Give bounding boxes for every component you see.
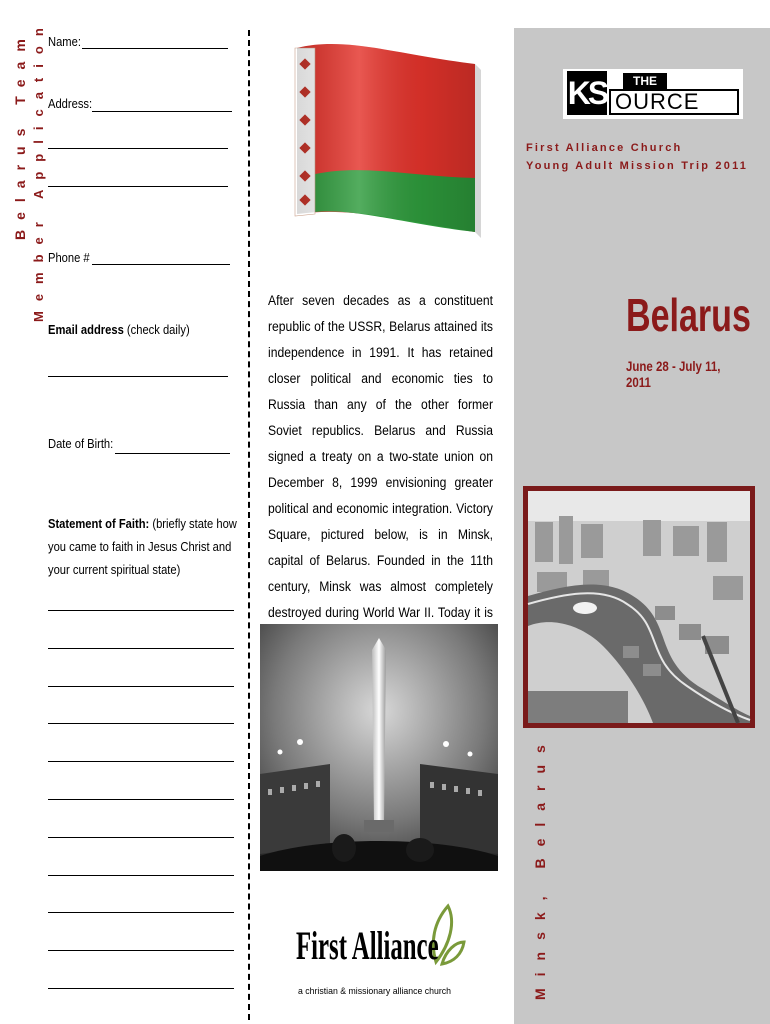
dob-field[interactable] bbox=[115, 453, 230, 454]
belarus-team-vertical-title: Belarus Team bbox=[12, 29, 28, 240]
faith-statement-line[interactable] bbox=[48, 648, 234, 649]
faith-statement-line[interactable] bbox=[48, 799, 234, 800]
member-application-vertical-title: Member Application bbox=[31, 18, 46, 322]
email-note: (check daily) bbox=[126, 322, 190, 337]
logo-the-text: THE bbox=[623, 73, 667, 89]
faith-statement-line[interactable] bbox=[48, 686, 234, 687]
faith-statement-line[interactable] bbox=[48, 723, 234, 724]
logo-ks-mark: KS bbox=[567, 71, 607, 115]
the-source-logo bbox=[563, 69, 743, 119]
fold-line-left bbox=[248, 30, 250, 1020]
belarus-history-paragraph: After seven decades as a constituent republic of the USSR, Belarus attained its independence in 1991. It has retained closer political and economic ties to Russia than any of the other former Soviet republics. Belarus and Russia signed a treaty on a two-state union on December 8, 1999 envisioning greater political and economic integration. Victory Square, pictured below, is in Minsk, capital of Belarus. Founded in the 11th century, Minsk was almost completely destroyed during World War II. Today it is bbox=[268, 293, 493, 620]
phone-field[interactable] bbox=[92, 264, 230, 265]
email-label bbox=[48, 322, 190, 337]
minsk-belarus-vertical-caption: Minsk, Belarus bbox=[532, 733, 548, 1000]
email-field[interactable] bbox=[48, 376, 228, 377]
address-field-line-2[interactable] bbox=[48, 148, 228, 149]
email-label-text: Email address bbox=[48, 322, 124, 337]
cover-title: Belarus bbox=[626, 289, 751, 341]
faith-statement-line[interactable] bbox=[48, 912, 234, 913]
phone-label: Phone # bbox=[48, 250, 90, 265]
faith-statement-line[interactable] bbox=[48, 610, 234, 611]
dob-label: Date of Birth: bbox=[48, 436, 114, 451]
victory-square-photo bbox=[260, 624, 498, 871]
trip-subtitle: Young Adult Mission Trip 2011 bbox=[526, 160, 749, 172]
belarus-flag-image bbox=[285, 36, 485, 256]
faith-label bbox=[48, 512, 237, 581]
address-label: Address: bbox=[48, 96, 93, 111]
first-alliance-logo bbox=[296, 902, 472, 1002]
name-field[interactable] bbox=[82, 48, 228, 49]
faith-statement-line[interactable] bbox=[48, 988, 234, 989]
name-label: Name: bbox=[48, 34, 81, 49]
church-name: First Alliance Church bbox=[526, 142, 683, 154]
faith-statement-line[interactable] bbox=[48, 875, 234, 876]
faith-statement-line[interactable] bbox=[48, 837, 234, 838]
trip-dates: June 28 - July 11, 2011 bbox=[626, 358, 721, 390]
first-alliance-wordmark: First Alliance bbox=[296, 923, 439, 968]
address-field-line-1[interactable] bbox=[92, 111, 232, 112]
minsk-aerial-photo bbox=[523, 486, 755, 728]
address-field-line-3[interactable] bbox=[48, 186, 228, 187]
first-alliance-tagline: a christian & missionary alliance church bbox=[298, 986, 452, 997]
faith-statement-line[interactable] bbox=[48, 950, 234, 951]
logo-source-text: OURCE bbox=[609, 89, 739, 115]
faith-label-text: Statement of Faith: bbox=[48, 516, 150, 531]
faith-note: (briefly state how you came to faith in Jesus Christ and your current spiritual state) bbox=[48, 516, 237, 577]
faith-statement-line[interactable] bbox=[48, 761, 234, 762]
